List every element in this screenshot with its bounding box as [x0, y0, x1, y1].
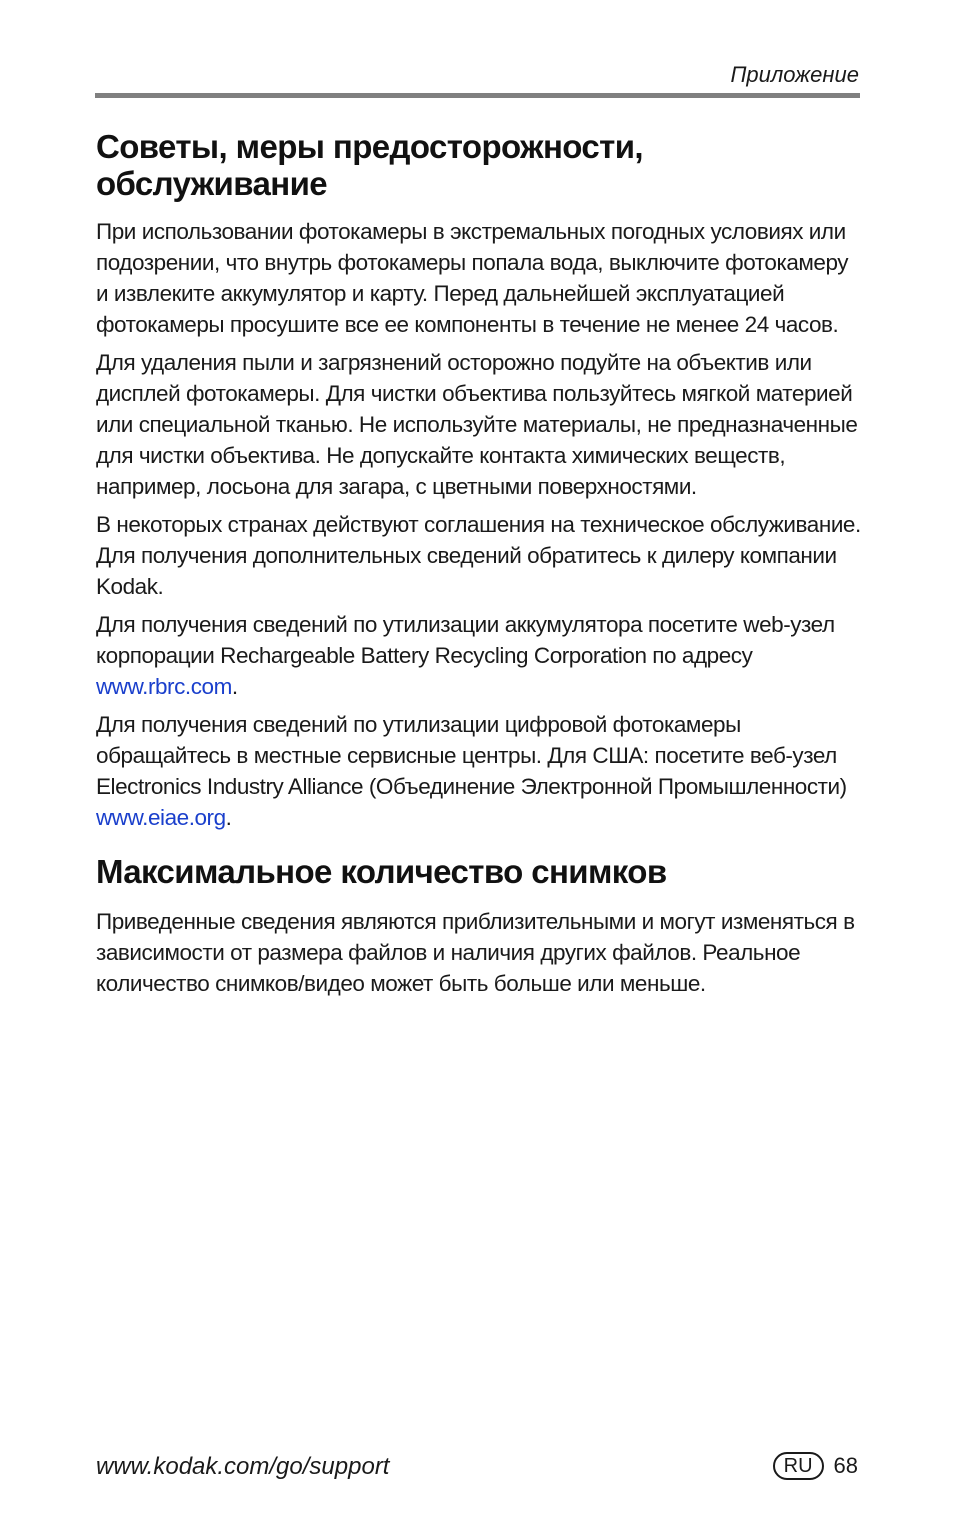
- paragraph-battery-after: .: [231, 674, 238, 699]
- section-title-care: [96, 128, 861, 202]
- paragraph-camera-recycling: [96, 709, 861, 833]
- section-title-care-line2: обслуживание: [96, 165, 328, 202]
- paragraph-camera-after: .: [225, 805, 232, 830]
- section-title-care-line1: Советы, меры предосторожности,: [96, 128, 643, 165]
- header-divider: [95, 93, 860, 98]
- paragraph-approximate: Приведенные сведения являются приблизительными и могут изменяться в зависимости от размера файлов и наличия других файлов. Реальное количество снимков/видео может быть больше или меньше.: [96, 909, 855, 996]
- paragraph-service: В некоторых странах действуют соглашения на техническое обслуживание. Для получения дополнительных сведений обратитесь к дилеру компании Kodak.: [96, 512, 861, 599]
- paragraph-camera-text: Для получения сведений по утилизации цифровой фотокамеры обращайтесь в местные сервисные центры. Для США: посетите веб-узел Electronics Industry Alliance (Объединение Электронной Промышленности): [96, 712, 847, 799]
- page-content: [96, 128, 861, 1006]
- rbrc-link[interactable]: www.rbrc.com: [96, 674, 232, 699]
- footer-page-info: [773, 1452, 858, 1480]
- paragraph-weather: При использовании фотокамеры в экстремальных погодных условиях или подозрении, что внутрь фотокамеры попала вода, выключите фотокамеру и извлеките аккумулятор и карту. Перед дальнейшей эксплуатацией фотокамеры просушите все ее компоненты в течение не менее 24 часов.: [96, 219, 849, 337]
- paragraph-battery-text: Для получения сведений по утилизации аккумулятора посетите web-узел корпорации Rechargeable Battery Recycling Corporation по адресу: [96, 612, 835, 668]
- page-number: 68: [833, 1453, 858, 1478]
- footer-support-url: www.kodak.com/go/support: [96, 1453, 390, 1480]
- section-title-max-pictures: Максимальное количество снимков: [96, 853, 667, 890]
- paragraph-cleaning: Для удаления пыли и загрязнений осторожно подуйте на объектив или дисплей фотокамеры. Для чистки объектива пользуйтесь мягкой материей или специальной тканью. Не используйте материалы, не предназначенные для чистки объектива. Не допускайте контакта химических веществ, например, лосьона для загара, с цветными поверхностями.: [96, 350, 858, 499]
- running-header: Приложение: [730, 62, 859, 87]
- language-badge: RU: [773, 1452, 824, 1480]
- paragraph-battery-recycling: [96, 609, 861, 702]
- eiae-link[interactable]: www.eiae.org: [96, 805, 226, 830]
